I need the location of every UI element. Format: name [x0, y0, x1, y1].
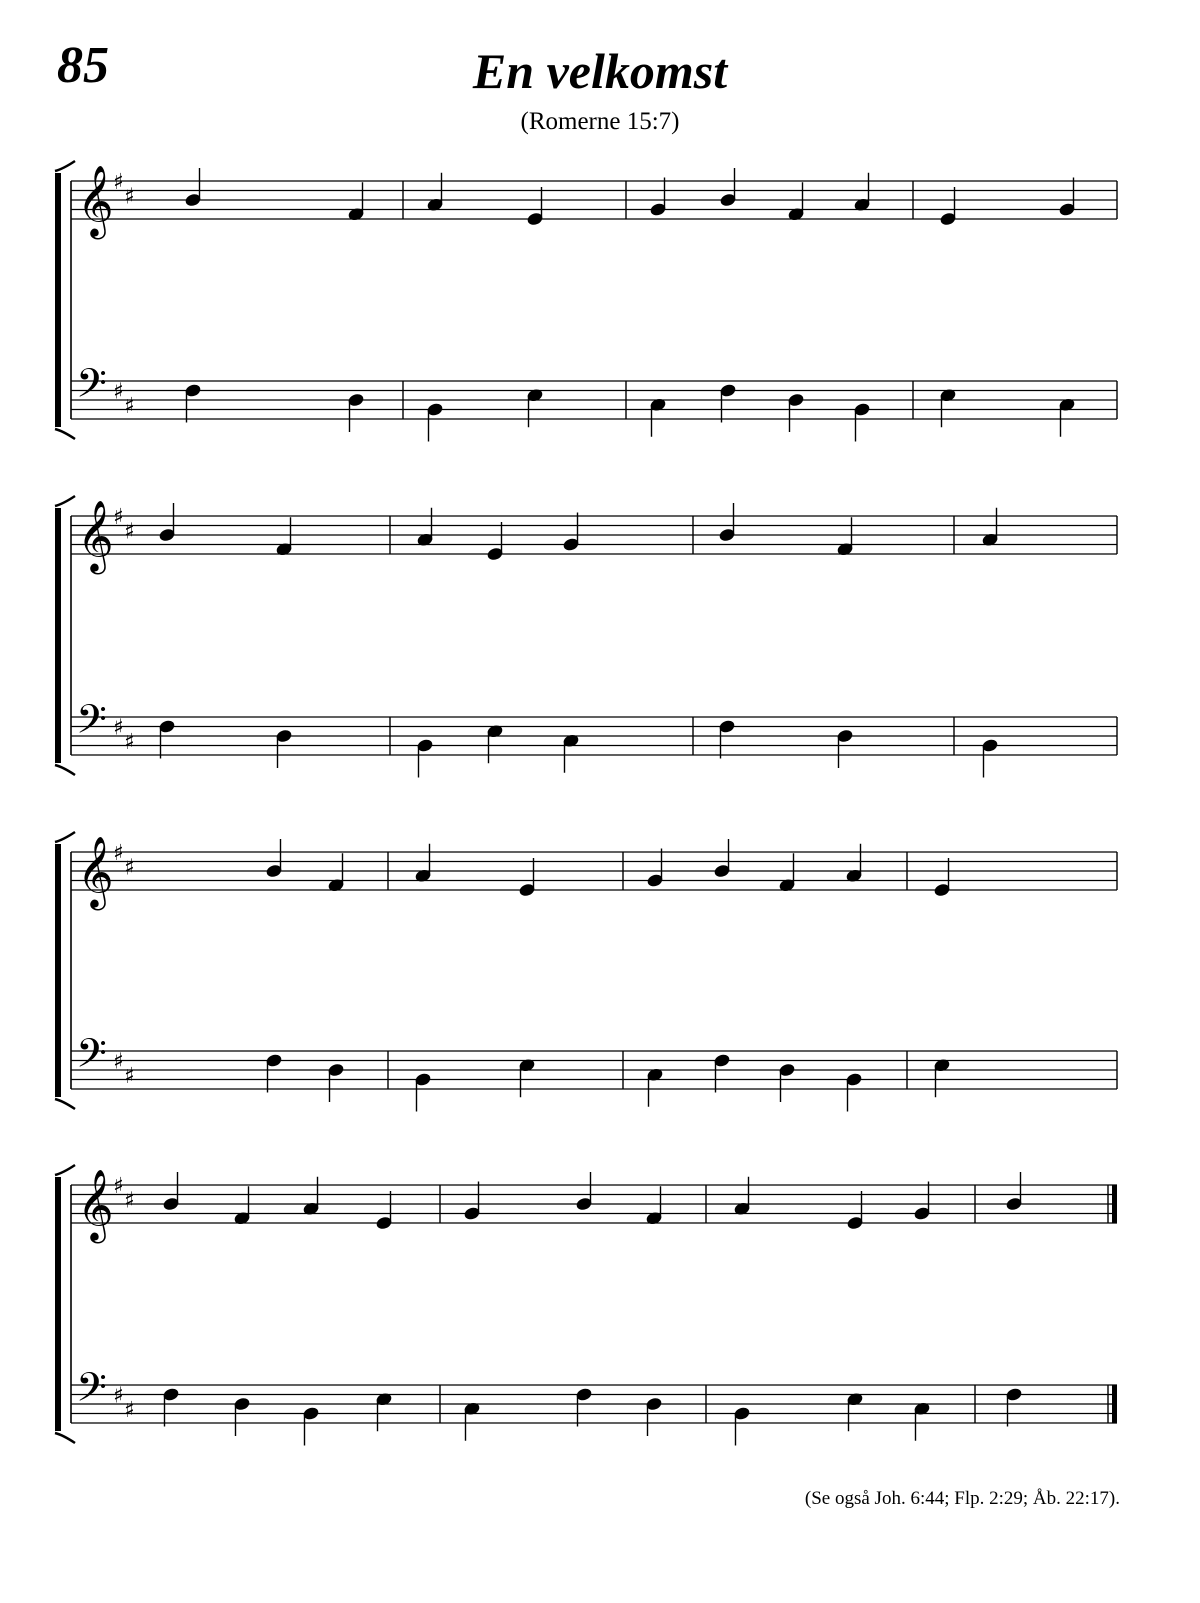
treble-clef-icon: 𝄞 — [77, 1167, 114, 1241]
bracket-hook — [55, 1433, 75, 1443]
bracket-hook — [55, 1099, 75, 1109]
treble-clef-icon: 𝄞 — [77, 163, 114, 237]
sharp-icon: ♯ — [124, 393, 135, 419]
bracket-hook — [55, 765, 75, 775]
sharp-icon: ♯ — [124, 729, 135, 755]
bass-clef-icon: 𝄢 — [76, 696, 107, 753]
final-barline — [1112, 1185, 1117, 1223]
sharp-icon: ♯ — [124, 184, 135, 210]
sharp-icon: ♯ — [113, 379, 124, 405]
bracket-hook — [55, 161, 75, 171]
sharp-icon: ♯ — [124, 1188, 135, 1214]
bracket-hook — [55, 832, 75, 842]
treble-clef-icon: 𝄞 — [77, 834, 114, 908]
sharp-icon: ♯ — [124, 519, 135, 545]
bass-clef-icon: 𝄢 — [76, 1030, 107, 1087]
bracket-hook — [55, 1165, 75, 1175]
sharp-icon: ♯ — [113, 170, 124, 195]
treble-clef-icon: 𝄞 — [77, 498, 114, 572]
scripture-reference: (Romerne 15:7) — [520, 108, 680, 135]
bass-clef-icon: 𝄢 — [76, 360, 107, 417]
bracket-hook — [55, 429, 75, 439]
sharp-icon: ♯ — [113, 715, 124, 741]
footer-references: (Se også Joh. 6:44; Flp. 2:29; Åb. 22:17). — [804, 1488, 1120, 1509]
hymn-number: 85 — [57, 37, 109, 94]
sharp-icon: ♯ — [113, 841, 124, 866]
sharp-icon: ♯ — [124, 1063, 135, 1089]
sharp-icon: ♯ — [124, 855, 135, 881]
bracket-hook — [55, 496, 75, 506]
sharp-icon: ♯ — [113, 1049, 124, 1075]
sharp-icon: ♯ — [113, 505, 124, 530]
bass-clef-icon: 𝄢 — [76, 1364, 107, 1421]
sharp-icon: ♯ — [124, 1397, 135, 1423]
sharp-icon: ♯ — [113, 1174, 124, 1199]
sharp-icon: ♯ — [113, 1383, 124, 1409]
final-barline — [1112, 1385, 1117, 1423]
hymn-title: En velkomst — [472, 43, 728, 99]
